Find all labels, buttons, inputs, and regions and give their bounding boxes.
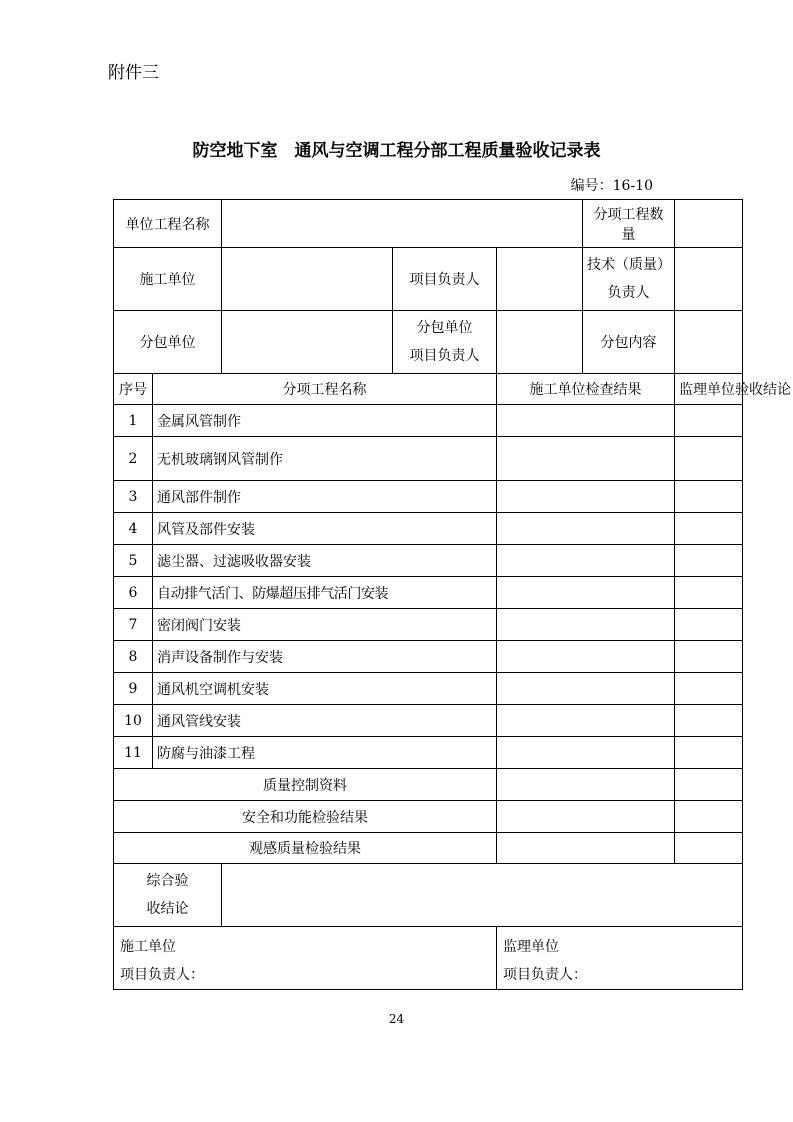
- construction-check-cell[interactable]: [497, 769, 675, 801]
- subcontract-row: [114, 311, 743, 374]
- supervision-accept-cell[interactable]: [675, 437, 743, 481]
- subcontract-lead-label-line1: 分包单位: [416, 320, 473, 336]
- item-number: 6: [114, 577, 153, 609]
- table-row: [114, 705, 743, 737]
- item-name: 滤尘器、过滤吸收器安装: [153, 545, 497, 577]
- table-row: [114, 609, 743, 641]
- supervision-accept-cell[interactable]: [675, 769, 743, 801]
- supervision-lead-sign-label: 项目负责人：: [503, 967, 587, 983]
- construction-check-cell[interactable]: [497, 673, 675, 705]
- col-header-seq: 序号: [114, 374, 153, 405]
- conclusion-row: [114, 864, 743, 927]
- construction-check-cell[interactable]: [497, 481, 675, 513]
- conclusion-label-line1: 综合验: [146, 873, 189, 889]
- safety-results-row: [114, 801, 743, 833]
- construction-signature-cell[interactable]: [114, 927, 497, 990]
- table-row: [114, 405, 743, 437]
- table-row: [114, 641, 743, 673]
- construction-check-cell[interactable]: [497, 437, 675, 481]
- supervision-accept-cell[interactable]: [675, 405, 743, 437]
- safety-results-label: 安全和功能检验结果: [114, 801, 497, 833]
- unit-project-name-label: 单位工程名称: [114, 200, 222, 248]
- attachment-label: 附件三: [108, 63, 159, 83]
- supervision-accept-cell[interactable]: [675, 673, 743, 705]
- construction-check-cell[interactable]: [497, 577, 675, 609]
- subcontract-unit-field[interactable]: [222, 311, 393, 374]
- supervision-signature-cell[interactable]: [497, 927, 743, 990]
- item-number: 8: [114, 641, 153, 673]
- quality-docs-label: 质量控制资料: [114, 769, 497, 801]
- supervision-accept-cell[interactable]: [675, 833, 743, 864]
- subcontract-lead-label: [393, 311, 497, 374]
- project-lead-field[interactable]: [497, 248, 583, 311]
- construction-check-cell[interactable]: [497, 641, 675, 673]
- construction-unit-field[interactable]: [222, 248, 393, 311]
- table-row: [114, 437, 743, 481]
- supervision-accept-cell[interactable]: [675, 481, 743, 513]
- item-name: 风管及部件安装: [153, 513, 497, 545]
- table-row: [114, 513, 743, 545]
- quality-docs-row: [114, 769, 743, 801]
- item-number: 9: [114, 673, 153, 705]
- subcontract-unit-label: 分包单位: [114, 311, 222, 374]
- item-number: 5: [114, 545, 153, 577]
- item-number: 7: [114, 609, 153, 641]
- col-header-accept: 监理单位验收结论: [675, 374, 743, 405]
- subcontract-content-field[interactable]: [675, 311, 743, 374]
- construction-check-cell[interactable]: [497, 801, 675, 833]
- item-name: 金属风管制作: [153, 405, 497, 437]
- project-lead-label: 项目负责人: [393, 248, 497, 311]
- table-row: [114, 545, 743, 577]
- construction-unit-label: 施工单位: [114, 248, 222, 311]
- item-number: 3: [114, 481, 153, 513]
- sub-item-count-field[interactable]: [675, 200, 743, 248]
- subcontract-content-label: 分包内容: [583, 311, 675, 374]
- supervision-accept-cell[interactable]: [675, 801, 743, 833]
- signature-row: [114, 927, 743, 990]
- construction-check-cell[interactable]: [497, 545, 675, 577]
- item-number: 4: [114, 513, 153, 545]
- item-name: 密闭阀门安装: [153, 609, 497, 641]
- subcontract-lead-label-line2: 项目负责人: [409, 348, 480, 364]
- construction-check-cell[interactable]: [497, 609, 675, 641]
- tech-lead-label-line1: 技术（质量）: [587, 257, 671, 273]
- supervision-accept-cell[interactable]: [675, 641, 743, 673]
- item-number: 2: [114, 437, 153, 481]
- conclusion-label-line2: 收结论: [146, 901, 189, 917]
- col-header-check: 施工单位检查结果: [497, 374, 675, 405]
- construction-check-cell[interactable]: [497, 833, 675, 864]
- construction-check-cell[interactable]: [497, 405, 675, 437]
- tech-lead-field[interactable]: [675, 248, 743, 311]
- unit-project-name-field[interactable]: [222, 200, 583, 248]
- tech-lead-label-line2: 负责人: [607, 285, 650, 301]
- table-row: [114, 481, 743, 513]
- column-header-row: [114, 374, 743, 405]
- subcontract-lead-field[interactable]: [497, 311, 583, 374]
- supervision-unit-sign-label: 监理单位: [503, 939, 559, 955]
- supervision-accept-cell[interactable]: [675, 737, 743, 769]
- supervision-accept-cell[interactable]: [675, 705, 743, 737]
- page-number: 24: [388, 1012, 405, 1026]
- supervision-accept-cell[interactable]: [675, 609, 743, 641]
- conclusion-field[interactable]: [222, 864, 743, 927]
- item-name: 无机玻璃钢风管制作: [153, 437, 497, 481]
- document-number: 编号：16-10: [570, 178, 653, 194]
- item-name: 自动排气活门、防爆超压排气活门安装: [153, 577, 497, 609]
- table-row: [114, 673, 743, 705]
- supervision-accept-cell[interactable]: [675, 513, 743, 545]
- appearance-results-row: [114, 833, 743, 864]
- col-header-name: 分项工程名称: [153, 374, 497, 405]
- construction-check-cell[interactable]: [497, 513, 675, 545]
- item-number: 10: [114, 705, 153, 737]
- page-title: 防空地下室 通风与空调工程分部工程质量验收记录表: [192, 141, 601, 161]
- table-row: [114, 577, 743, 609]
- construction-unit-sign-label: 施工单位: [120, 939, 176, 955]
- tech-lead-label: [583, 248, 675, 311]
- supervision-accept-cell[interactable]: [675, 545, 743, 577]
- conclusion-label: [114, 864, 222, 927]
- item-name: 消声设备制作与安装: [153, 641, 497, 673]
- item-name: 通风机空调机安装: [153, 673, 497, 705]
- construction-check-cell[interactable]: [497, 737, 675, 769]
- acceptance-record-table: [113, 199, 791, 990]
- supervision-accept-cell[interactable]: [675, 577, 743, 609]
- table-row: [114, 737, 743, 769]
- appearance-results-label: 观感质量检验结果: [114, 833, 497, 864]
- sub-item-count-label: 分项工程数量: [583, 200, 675, 248]
- construction-lead-sign-label: 项目负责人：: [120, 967, 204, 983]
- item-number: 11: [114, 737, 153, 769]
- construction-check-cell[interactable]: [497, 705, 675, 737]
- item-name: 通风管线安装: [153, 705, 497, 737]
- unit-project-row: [114, 200, 743, 248]
- construction-unit-row: [114, 248, 743, 311]
- item-number: 1: [114, 405, 153, 437]
- item-name: 通风部件制作: [153, 481, 497, 513]
- item-name: 防腐与油漆工程: [153, 737, 497, 769]
